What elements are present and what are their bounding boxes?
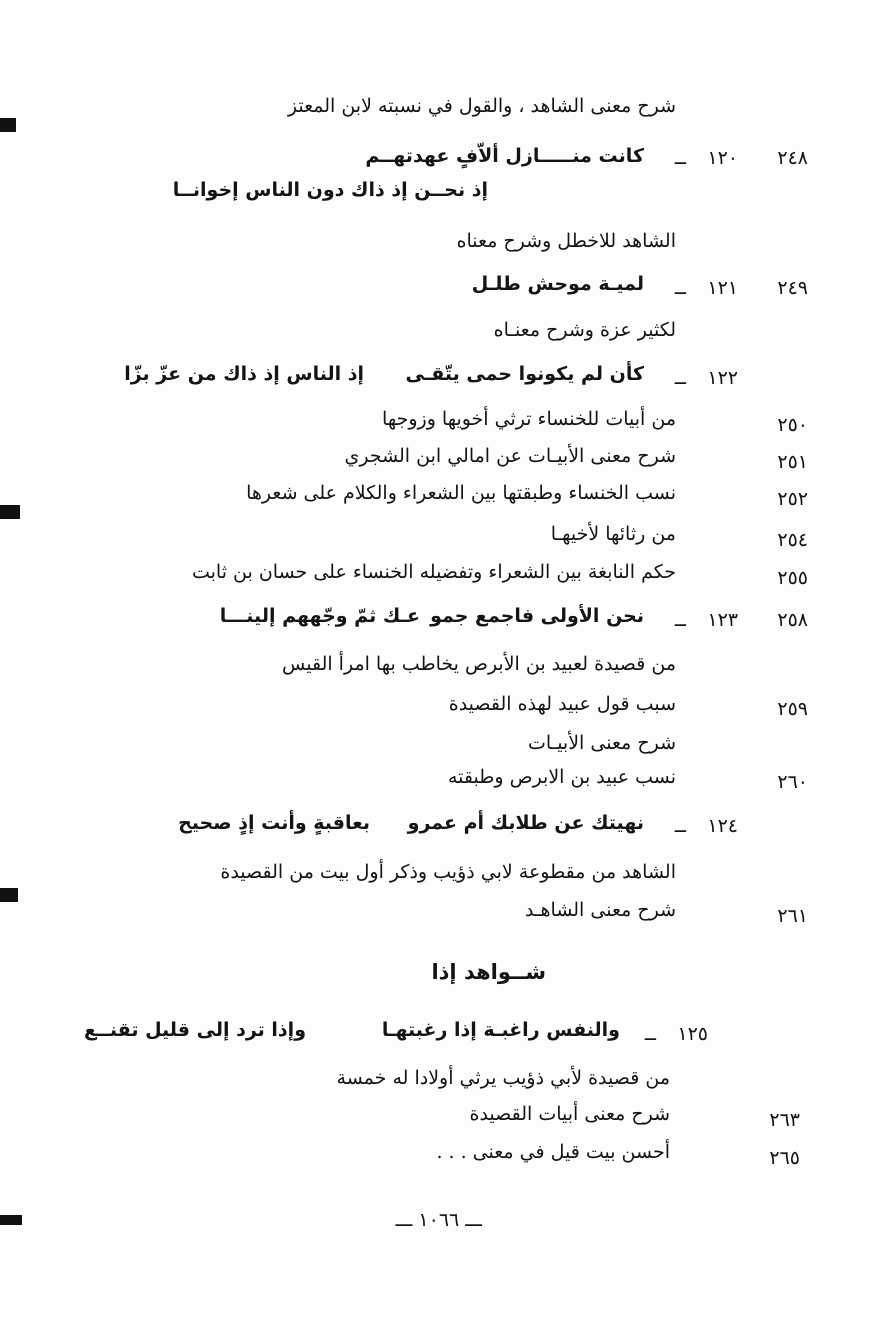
page-ref: ٢٥٥ <box>777 567 808 589</box>
page-ref: ٢٤٩ <box>777 277 808 299</box>
page-ref: ٢٥٩ <box>777 698 808 720</box>
verse-first-hemistich: نحن الأولى فاجمع جمو <box>430 605 644 627</box>
text-line: شرح معنى الشاهـد <box>524 899 676 921</box>
text-line: شرح معنى الأبيـات عن امالي ابن الشجري <box>344 445 676 467</box>
entry-number: ١٢١ <box>707 277 738 299</box>
page-ref: ٢٥٢ <box>777 488 808 510</box>
page-ref: ٢٥١ <box>777 451 808 473</box>
text-line: سبب قول عبيد لهذه القصيدة <box>448 693 676 715</box>
scan-mark <box>0 505 20 519</box>
entry-dash: ــ <box>674 367 686 389</box>
text-line: من قصيدة لأبي ذؤيب يرثي أولادا له خمسة <box>336 1067 670 1089</box>
scan-mark <box>0 1215 22 1225</box>
page-ref: ٢٥٤ <box>777 529 808 551</box>
scan-mark <box>0 888 18 902</box>
text-line: الشاهد للاخطل وشرح معناه <box>456 230 676 252</box>
verse-second-hemistich: عـك ثمّ وجّههم إلينـــا <box>219 605 420 627</box>
text-line: حكم النابغة بين الشعراء وتفضيله الخنساء على حسان بن ثابت <box>191 561 676 583</box>
verse-second-hemistich: إذ نحــن إذ ذاك دون الناس إخوانــا <box>172 179 488 201</box>
verse-second-hemistich: بعاقبةٍ وأنت إذٍ صحيح <box>178 812 370 834</box>
entry-number: ١٢٣ <box>707 609 738 631</box>
text-line: الشاهد من مقطوعة لابي ذؤيب وذكر أول بيت من القصيدة <box>220 861 676 883</box>
entry-number: ١٢٤ <box>707 815 738 837</box>
page-ref: ٢٥٨ <box>777 609 808 631</box>
verse-first-hemistich: والنفس راغبـة إذا رغبتهـا <box>381 1019 620 1041</box>
text-line: من قصيدة لعبيد بن الأبرص يخاطب بها امرأ القيس <box>282 653 676 675</box>
entry-number: ١٢٢ <box>707 367 738 389</box>
page-ref: ٢٦١ <box>777 905 808 927</box>
entry-number: ١٢٠ <box>707 147 738 169</box>
page-ref: ٢٦٥ <box>769 1147 800 1169</box>
section-title: شــواهد إذا <box>431 960 546 984</box>
text-line: شرح معنى الأبيـات <box>527 732 676 754</box>
text-line: شرح معنى أبيات القصيدة <box>469 1103 670 1125</box>
entry-dash: ــ <box>674 815 686 837</box>
verse-first-hemistich: كانت منـــــازل ألاّفٍ عهدتهــم <box>365 145 644 167</box>
page-ref: ٢٦٠ <box>777 771 808 793</box>
verse-second-hemistich: وإذا ترد إلى قليل تقنــع <box>83 1019 306 1041</box>
verse-first-hemistich: لميـة موحش طلـل <box>471 273 644 295</box>
entry-number: ١٢٥ <box>677 1023 708 1045</box>
text-line: لكثير عزة وشرح معنـاه <box>493 319 676 341</box>
verse-second-hemistich: إذ الناس إذ ذاك من عزّ بزّا <box>124 363 364 385</box>
entry-dash: ــ <box>644 1023 656 1045</box>
text-line: من أبيات للخنساء ترثي أخويها وزوجها <box>382 408 676 430</box>
entry-dash: ــ <box>674 147 686 169</box>
entry-dash: ــ <box>674 609 686 631</box>
text-line: نسب الخنساء وطبقتها بين الشعراء والكلام على شعرها <box>246 482 676 504</box>
page-number: ـــ ١٠٦٦ ـــ <box>395 1209 482 1231</box>
page-ref: ٢٤٨ <box>777 147 808 169</box>
page-ref: ٢٥٠ <box>777 414 808 436</box>
verse-first-hemistich: كأن لم يكونوا حمى يتّقـى <box>405 363 644 385</box>
scan-mark <box>0 118 16 132</box>
text-line: شرح معنى الشاهد ، والقول في نسبته لابن المعتز <box>287 95 676 117</box>
text-line: أحسن بيت قيل في معنى . . . <box>436 1141 670 1163</box>
verse-first-hemistich: نهيتك عن طلابك أم عمرو <box>407 812 644 834</box>
text-line: من رثائها لأخيهـا <box>550 523 676 545</box>
page-ref: ٢٦٣ <box>769 1109 800 1131</box>
entry-dash: ــ <box>674 277 686 299</box>
text-line: نسب عبيد بن الابرص وطبقته <box>448 766 676 788</box>
